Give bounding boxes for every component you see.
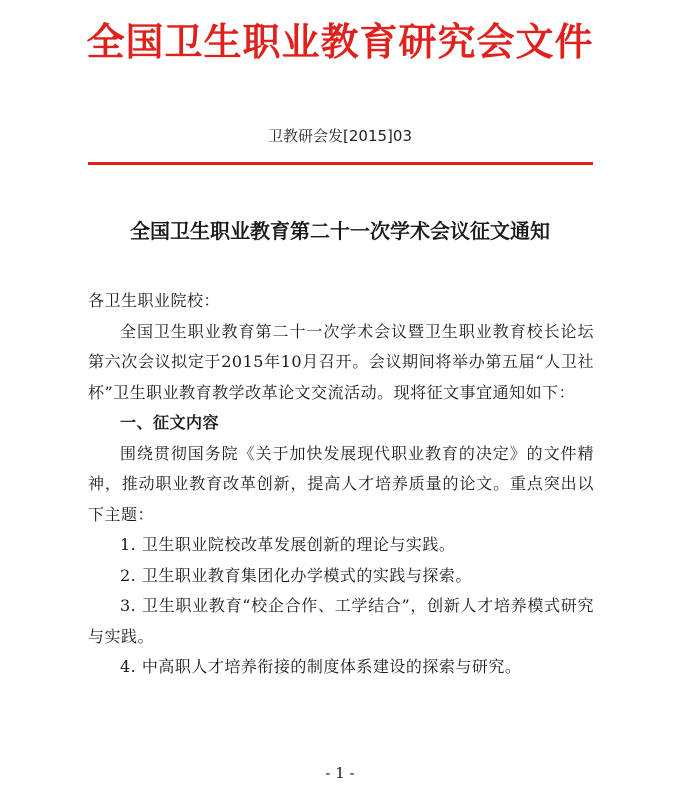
topic-item: 1. 卫生职业院校改革发展创新的理论与实践。 bbox=[120, 535, 456, 554]
salutation: 各卫生职业院校： bbox=[88, 291, 221, 310]
document-number: 卫教研会发[2015]03 bbox=[268, 127, 412, 145]
section-paragraph: 围绕贯彻国务院《关于加快发展现代职业教育的决定》的文件精神，推动职业教育改革创新，提高人才培养质量的论文。重点突出以下主题： bbox=[88, 443, 594, 524]
document-body bbox=[88, 286, 594, 683]
section-heading: 一、征文内容 bbox=[120, 413, 220, 432]
topic-item: 2. 卫生职业教育集团化办学模式的实践与探索。 bbox=[120, 565, 472, 585]
intro-paragraph: 全国卫生职业教育第二十一次学术会议暨卫生职业教育校长论坛第六次会议拟定于2015年10月召开。会议期间将举办第五届“人卫社杯”卫生职业教育教学改革论文交流活动。现将征文事宜通知如下： bbox=[88, 321, 594, 402]
topic-item: 3. 卫生职业教育“校企合作、工学结合”，创新人才培养模式研究与实践。 bbox=[88, 596, 594, 646]
topic-item: 4. 中高职人才培养衔接的制度体系建设的探索与研究。 bbox=[120, 657, 522, 676]
document-header-organization: 全国卫生职业教育研究会文件 bbox=[86, 19, 594, 64]
red-header-rule bbox=[88, 162, 593, 165]
page-number: - 1 - bbox=[325, 764, 355, 782]
document-title: 全国卫生职业教育第二十一次学术会议征文通知 bbox=[130, 219, 550, 243]
